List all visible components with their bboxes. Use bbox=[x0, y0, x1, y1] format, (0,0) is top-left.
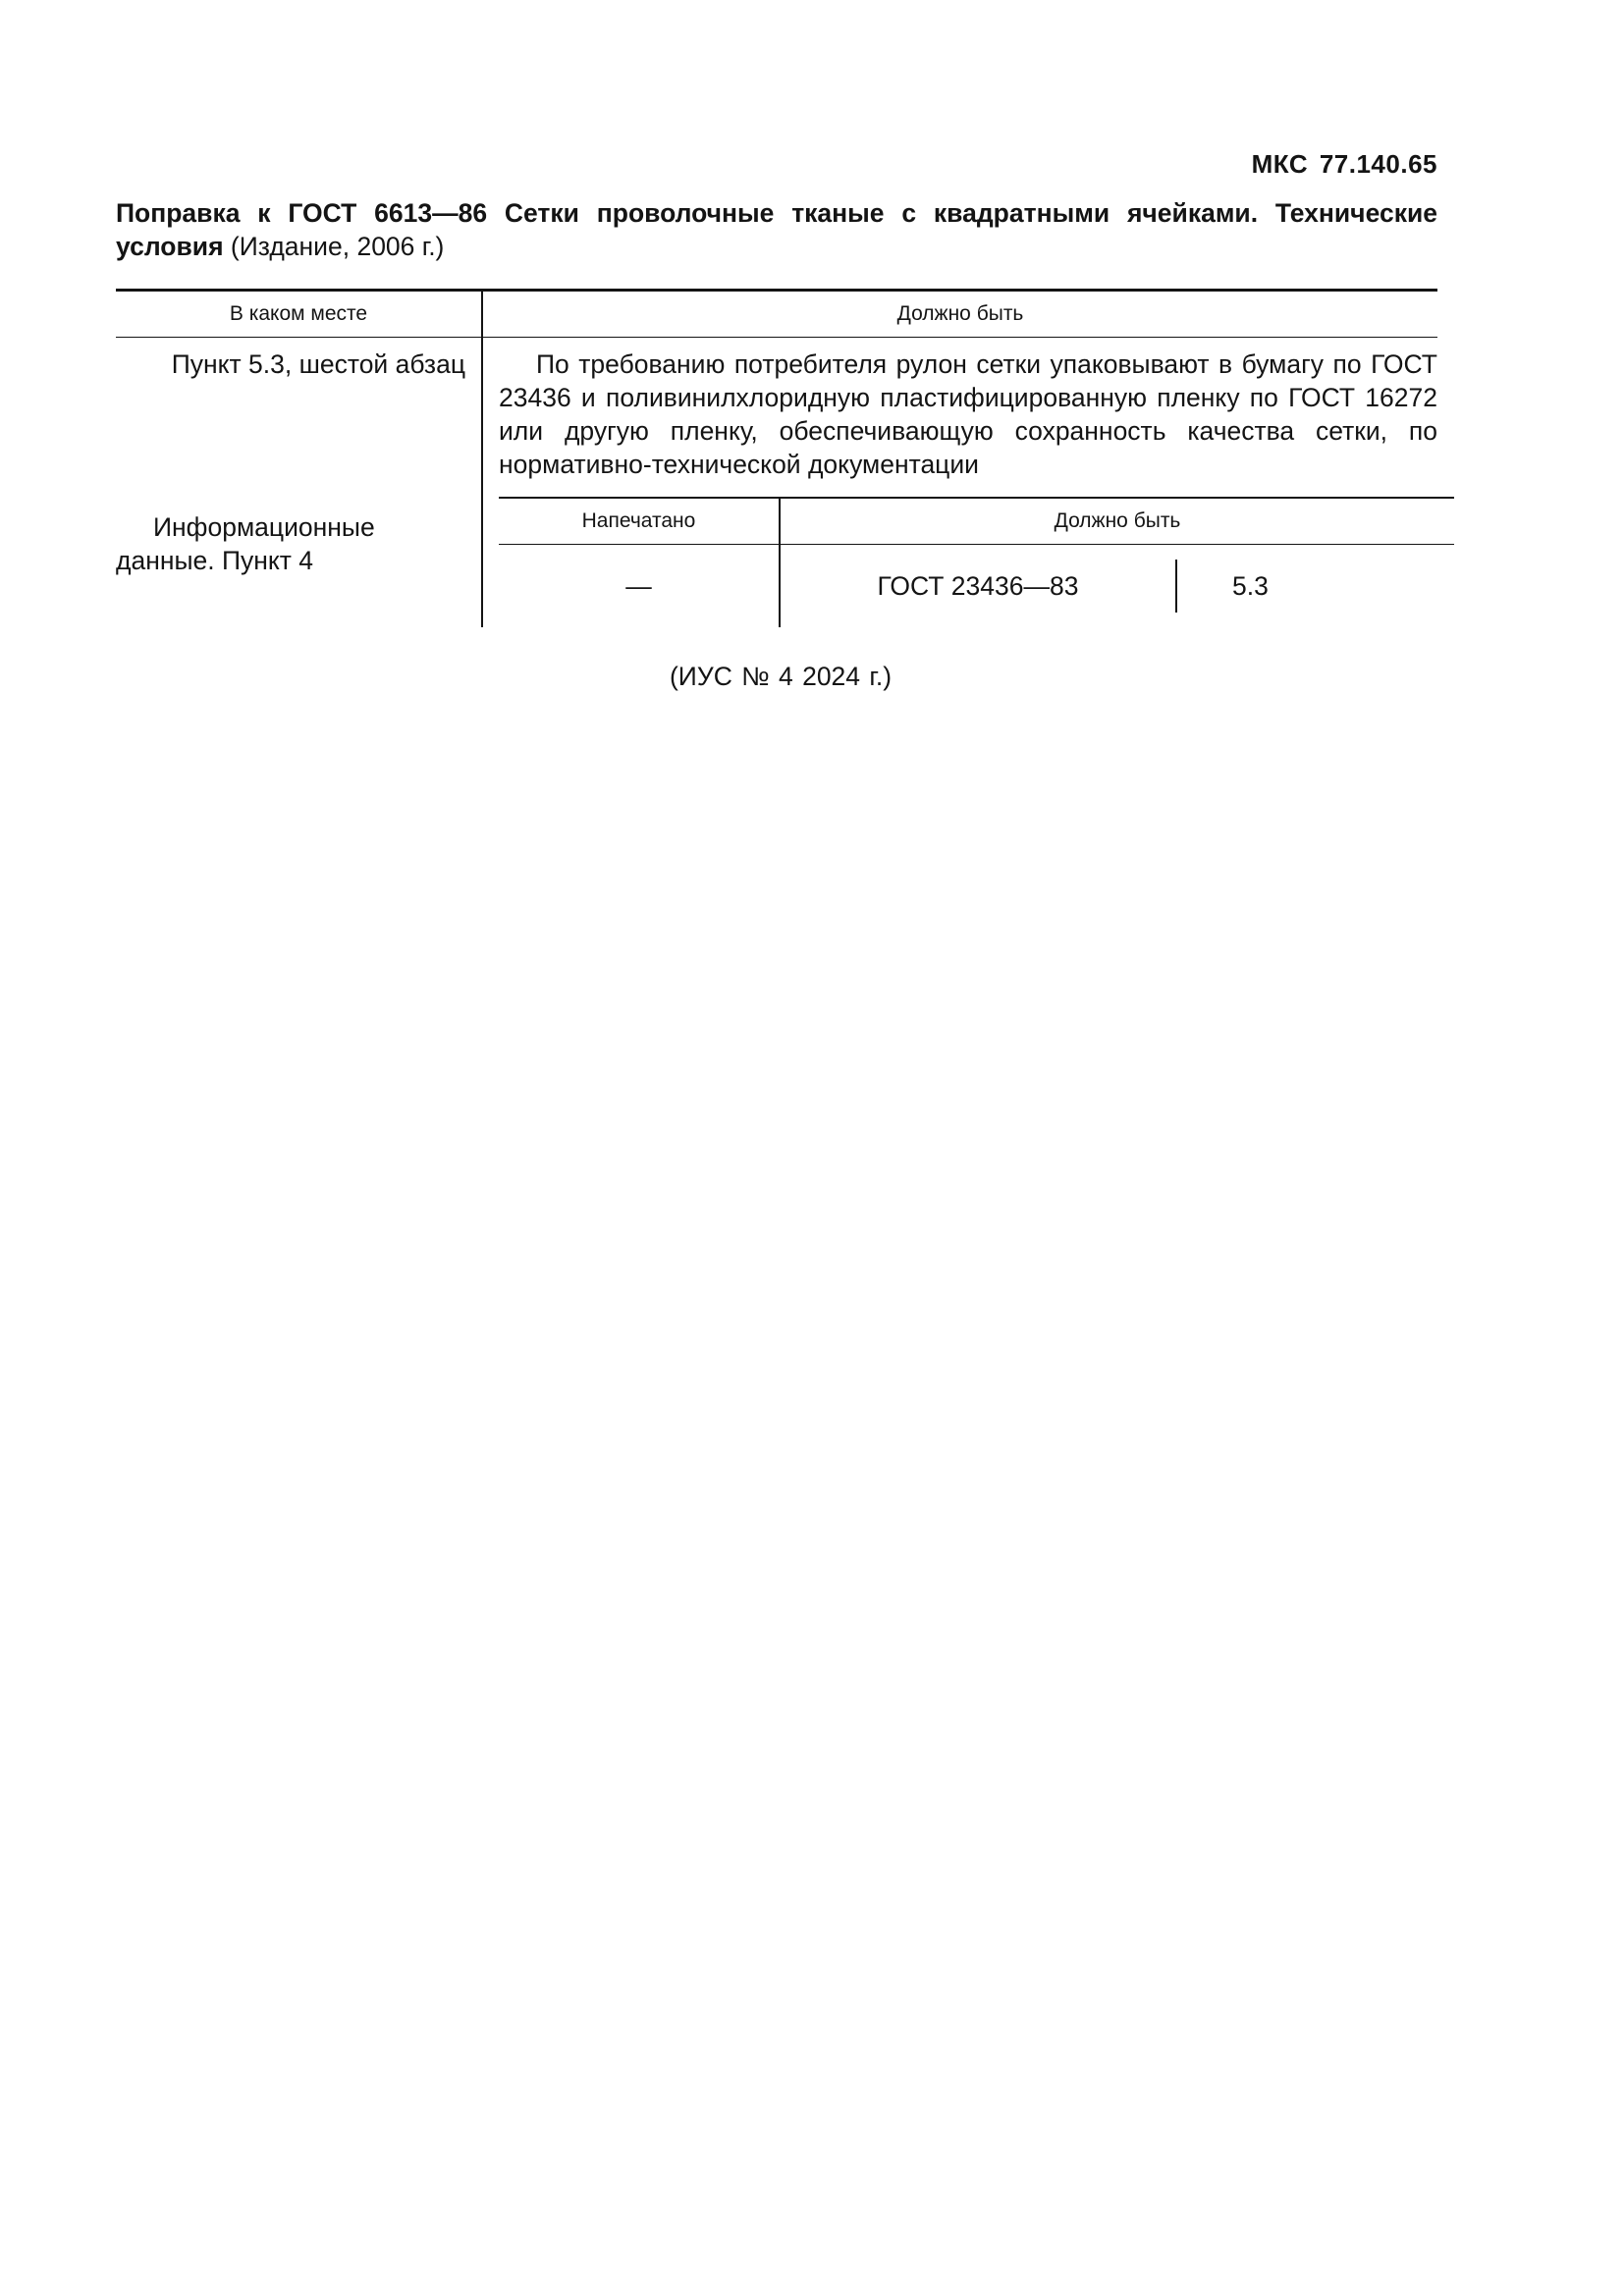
row-should-be bbox=[482, 338, 1437, 498]
nested-should-be-cell bbox=[780, 545, 1454, 628]
nested-should-be-doc: ГОСТ 23436—83 bbox=[781, 560, 1177, 613]
mks-code: МКС 77.140.65 bbox=[1251, 149, 1437, 179]
document-title bbox=[116, 196, 1437, 263]
column-header-place: В каком месте bbox=[116, 291, 482, 338]
nested-table bbox=[499, 497, 1454, 627]
nested-header-printed: Напечатано bbox=[499, 498, 780, 545]
table-header-row bbox=[116, 291, 1437, 338]
nested-row bbox=[499, 545, 1454, 628]
row-place-text: Информационные данные. Пункт 4 bbox=[116, 512, 375, 575]
amendment-table bbox=[116, 289, 1437, 627]
column-header-should-be: Должно быть bbox=[482, 291, 1437, 338]
row-place: Пункт 5.3, шестой абзац bbox=[116, 338, 482, 498]
row-should-be-text: По требованию потребителя рулон сетки упаковывают в бумагу по ГОСТ 23436 и поливинилхлоридную пластифицированную пленку по ГОСТ 16272 или другую пленку, обеспечивающую сохранность качества сетки, по нормативно-технической документации bbox=[499, 349, 1437, 479]
title-bold: Поправка к ГОСТ 6613—86 Сетки проволочные тканые с квадратными ячейками. Технические условия bbox=[116, 198, 1437, 261]
table-row bbox=[116, 338, 1437, 498]
table-row bbox=[116, 497, 1437, 627]
title-edition: (Издание, 2006 г.) bbox=[223, 232, 445, 261]
nested-printed-value: — bbox=[499, 545, 780, 628]
row-place bbox=[116, 497, 482, 627]
nested-should-be-clause: 5.3 bbox=[1232, 571, 1269, 601]
nested-header-should-be: Должно быть bbox=[780, 498, 1454, 545]
issue-reference: (ИУС № 4 2024 г.) bbox=[669, 662, 893, 691]
nested-header-row bbox=[499, 498, 1454, 545]
row-should-be bbox=[482, 497, 1437, 627]
